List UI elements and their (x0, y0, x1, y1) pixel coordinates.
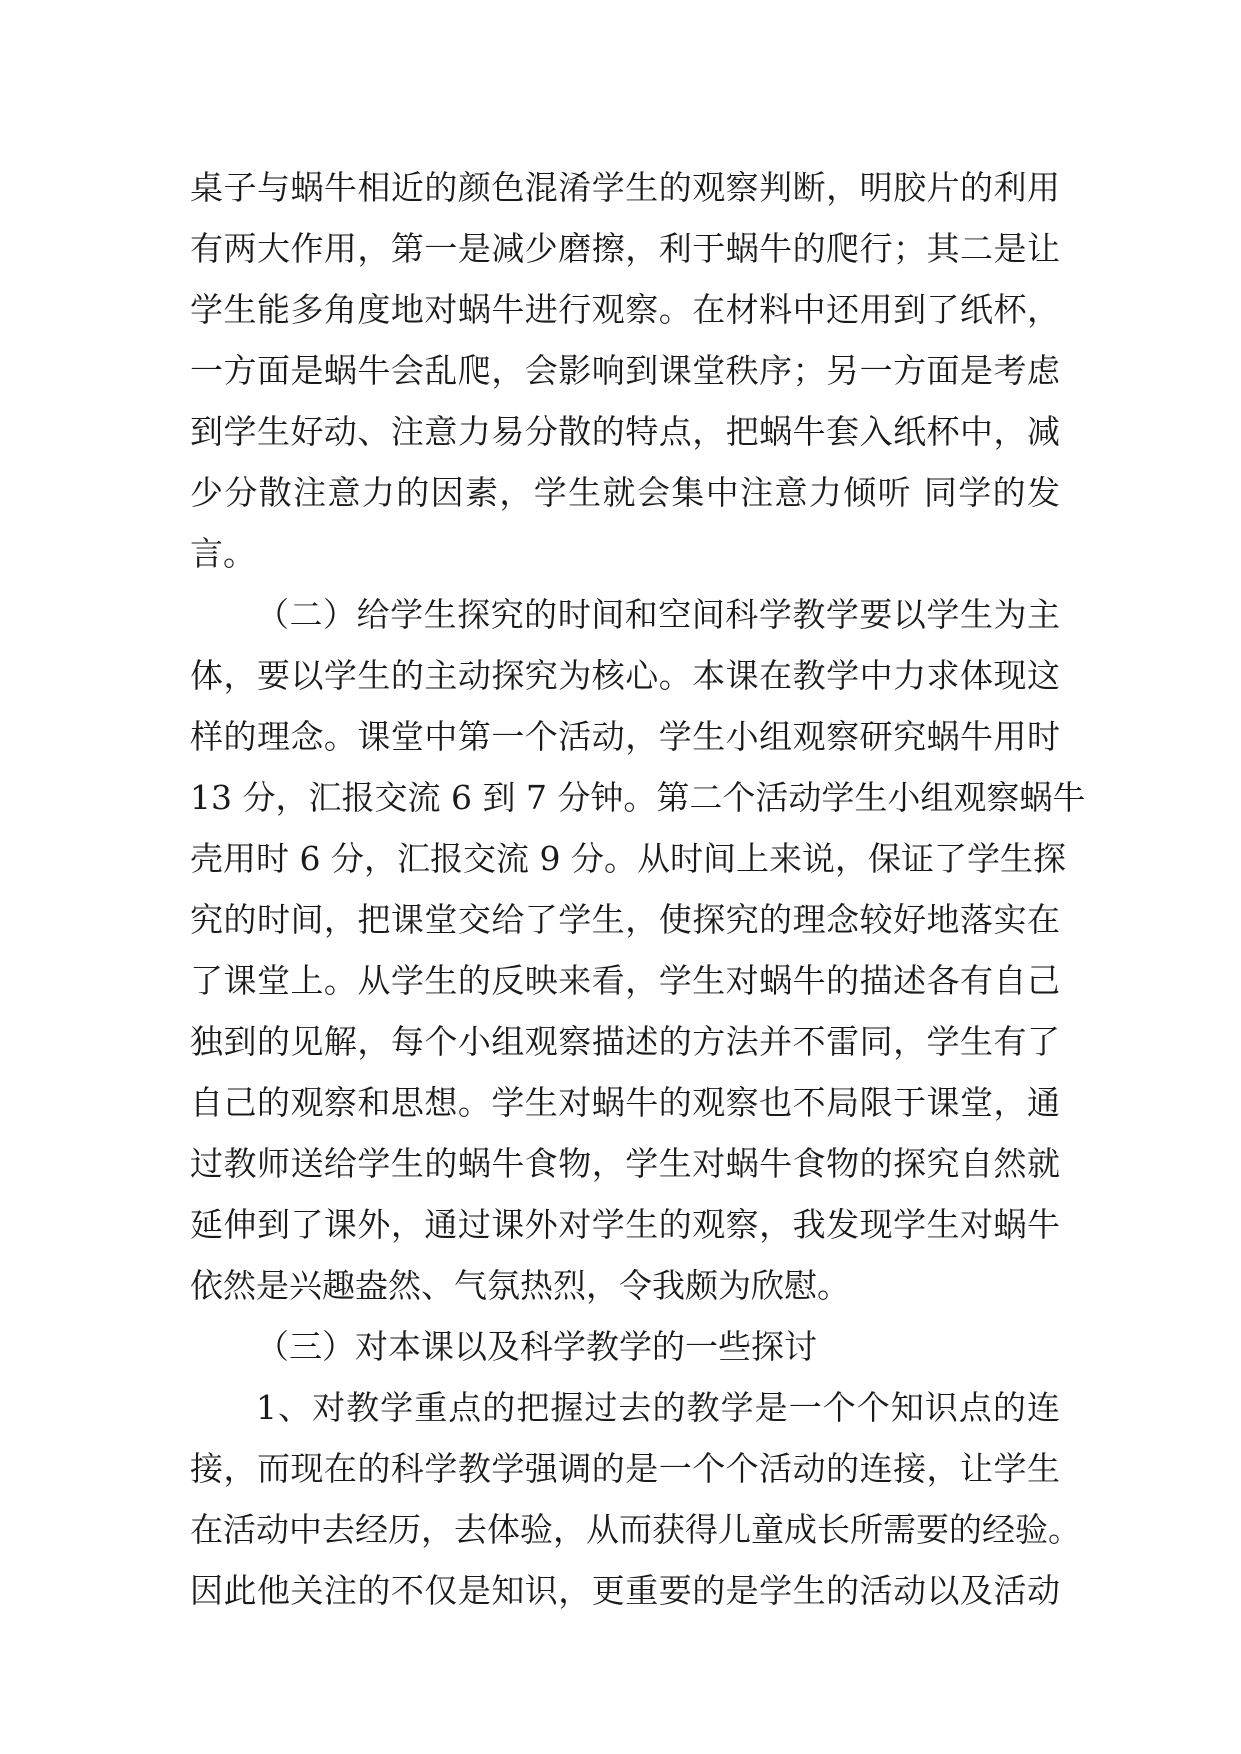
text-line: 因此他关注的不仅是知识，更重要的是学生的活动以及活动 (190, 1571, 1060, 1610)
text-line: 了课堂上。从学生的反映来看，学生对蜗牛的描述各有自己 (190, 961, 1060, 1000)
section-heading: （二）给学生探究的时间和空间科学教学要以学生为主 (256, 595, 1060, 634)
text-line: 独到的见解，每个小组观察描述的方法并不雷同，学生有了 (190, 1022, 1060, 1061)
text-line: 13 分，汇报交流 6 到 7 分钟。第二个活动学生小组观察蜗牛 (190, 778, 1086, 817)
text-line: 1、对教学重点的把握过去的教学是一个个知识点的连 (256, 1388, 1060, 1427)
text-line: 言。 (190, 534, 256, 573)
body-text (190, 157, 1086, 1621)
text-line: 少分散注意力的因素，学生就会集中注意力倾听 同学的发 (190, 473, 1060, 512)
text-line: 延伸到了课外，通过课外对学生的观察，我发现学生对蜗牛 (190, 1205, 1060, 1244)
text-line: 壳用时 6 分，汇报交流 9 分。从时间上来说，保证了学生探 (190, 839, 1066, 878)
text-line: 到学生好动、注意力易分散的特点，把蜗牛套入纸杯中，减 (190, 412, 1060, 451)
text-line: 一方面是蜗牛会乱爬，会影响到课堂秩序；另一方面是考虑 (190, 351, 1060, 390)
text-line: 自己的观察和思想。学生对蜗牛的观察也不局限于课堂，通 (190, 1083, 1060, 1122)
text-line: 过教师送给学生的蜗牛食物，学生对蜗牛食物的探究自然就 (190, 1144, 1060, 1183)
text-line: 体，要以学生的主动探究为核心。本课在教学中力求体现这 (190, 656, 1060, 695)
text-line: 接，而现在的科学教学强调的是一个个活动的连接，让学生 (190, 1449, 1060, 1488)
text-line: 有两大作用，第一是减少磨擦，利于蜗牛的爬行；其二是让 (190, 229, 1060, 268)
text-line: 在活动中去经历，去体验，从而获得儿童成长所需要的经验。 (190, 1510, 1081, 1549)
section-heading: （三）对本课以及科学教学的一些探讨 (256, 1327, 817, 1366)
text-line: 样的理念。课堂中第一个活动，学生小组观察研究蜗牛用时 (190, 717, 1060, 756)
text-line: 究的时间，把课堂交给了学生，使探究的理念较好地落实在 (190, 900, 1060, 939)
text-line: 桌子与蜗牛相近的颜色混淆学生的观察判断，明胶片的利用 (190, 168, 1060, 207)
text-line: 学生能多角度地对蜗牛进行观察。在材料中还用到了纸杯， (190, 290, 1060, 329)
text-line: 依然是兴趣盎然、气氛热烈，令我颇为欣慰。 (190, 1266, 850, 1305)
